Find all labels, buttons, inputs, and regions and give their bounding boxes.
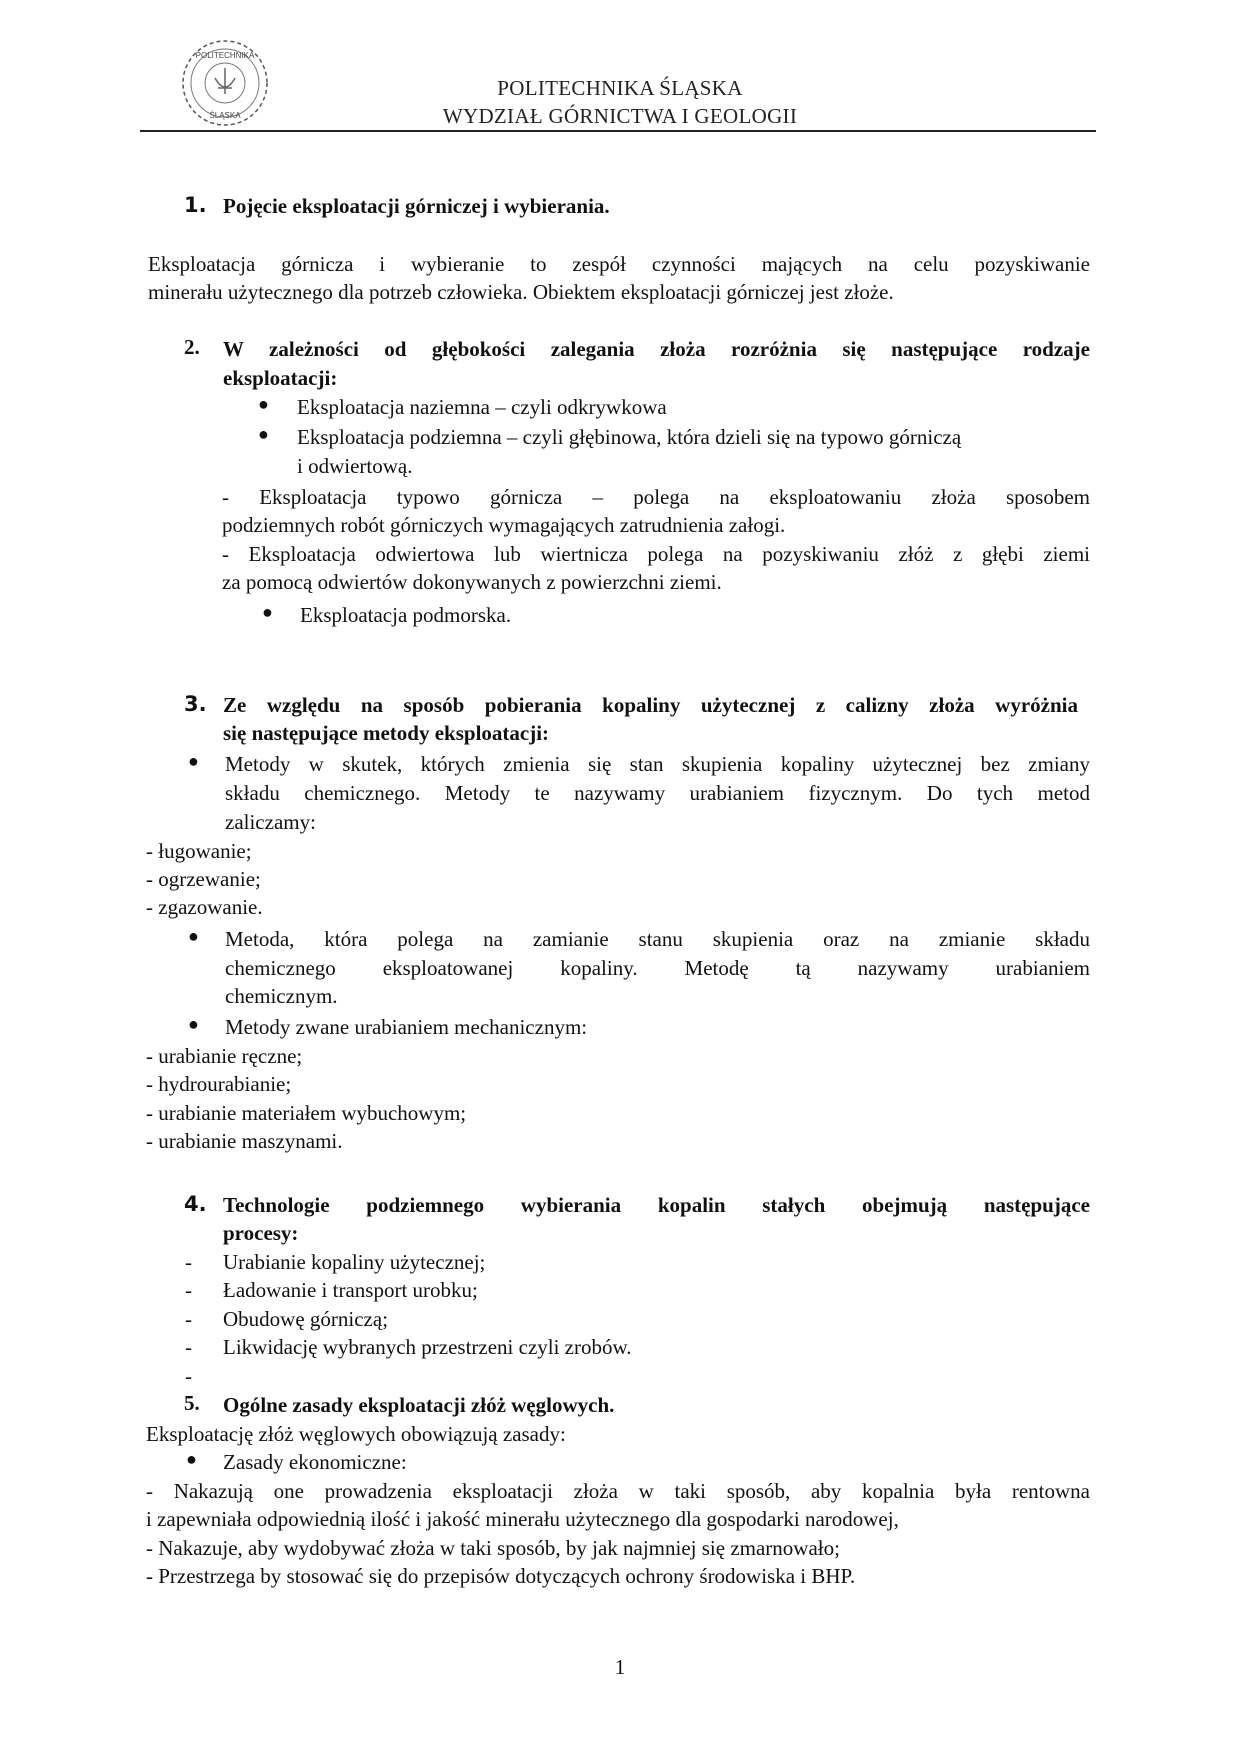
section-5-intro: Eksploatację złóż węglowych obowiązują zasady: <box>146 1422 566 1446</box>
principle-line: - Nakazuje, aby wydobywać złoża w taki sposób, by jak najmniej się zmarnowało; <box>146 1536 840 1560</box>
principle-line: - Nakazują one prowadzenia eksploatacji złoża w taki sposób, aby kopalnia była rentowna <box>146 1479 1090 1503</box>
principle-line: i zapewniała odpowiednią ilość i jakość minerału użytecznego dla gospodarki narodowej, <box>146 1507 899 1531</box>
definition-line: za pomocą odwiertów dokonywanych z powierzchni ziemi. <box>222 570 722 594</box>
list-item-line: Metoda, która polega na zamianie stanu skupienia oraz na zmianie składu <box>225 927 1090 951</box>
svg-text:POLITECHNIKA: POLITECHNIKA <box>195 51 255 60</box>
list-item-line: chemicznym. <box>225 984 338 1008</box>
dash-marker: - <box>185 1307 192 1331</box>
bullet-icon: ● <box>188 751 199 771</box>
section-1-text-line: minerału użytecznego dla potrzeb człowieka. Obiektem eksploatacji górniczej jest złoże. <box>148 280 894 304</box>
university-seal-logo <box>180 38 270 128</box>
section-3-title-line: się następujące metody eksploatacji: <box>223 721 550 745</box>
list-item: Eksploatacja podmorska. <box>300 603 512 627</box>
method-item: - ługowanie; <box>146 839 252 863</box>
list-item: Metody zwane urabianiem mechanicznym: <box>225 1015 588 1039</box>
list-item-continuation: i odwiertową. <box>297 454 413 478</box>
dash-marker: - <box>185 1250 192 1274</box>
definition-line: podziemnych robót górniczych wymagających zatrudnienia załogi. <box>222 513 786 537</box>
bullet-icon: ● <box>188 1014 199 1034</box>
process-item: Urabianie kopaliny użytecznej; <box>223 1250 486 1274</box>
process-item: Ładowanie i transport urobku; <box>223 1278 478 1302</box>
section-4-title-line: Technologie podziemnego wybierania kopalin stałych obejmują następujące <box>223 1193 1090 1217</box>
method-item: - urabianie materiałem wybuchowym; <box>146 1101 467 1125</box>
definition-line: - Eksploatacja odwiertowa lub wiertnicza polega na pozyskiwaniu złóż z głębi ziemi <box>222 542 1090 566</box>
bullet-icon: ● <box>186 1449 197 1469</box>
section-5-title: Ogólne zasady eksploatacji złóż węglowych. <box>223 1393 615 1417</box>
section-3-number: 3. <box>184 692 207 716</box>
method-item: - hydrourabianie; <box>146 1072 292 1096</box>
section-1-title: Pojęcie eksploatacji górniczej i wybierania. <box>223 194 610 218</box>
list-item-line: składu chemicznego. Metody te nazywamy urabianiem fizycznym. Do tych metod <box>225 781 1090 805</box>
dash-marker: - <box>185 1335 192 1359</box>
section-2-title-line: eksploatacji: <box>223 366 338 390</box>
bullet-icon: ● <box>258 394 269 414</box>
header-divider <box>140 130 1096 132</box>
section-1-number: 1. <box>184 193 207 217</box>
list-item-line: chemicznego eksploatowanej kopaliny. Metodę tą nazywamy urabianiem <box>225 956 1090 980</box>
method-item: - ogrzewanie; <box>146 867 261 891</box>
method-item: - urabianie maszynami. <box>146 1129 343 1153</box>
page-number: 1 <box>614 1655 626 1679</box>
method-item: - urabianie ręczne; <box>146 1044 303 1068</box>
list-item: Eksploatacja naziemna – czyli odkrywkowa <box>297 395 667 419</box>
list-item: Eksploatacja podziemna – czyli głębinowa, która dzieli się na typowo górniczą <box>297 425 962 449</box>
list-item-line: zaliczamy: <box>225 810 316 834</box>
dash-marker: - <box>185 1278 192 1302</box>
dash-marker: - <box>185 1364 192 1388</box>
list-item: Zasady ekonomiczne: <box>223 1450 407 1474</box>
list-item-line: Metody w skutek, których zmienia się stan skupienia kopaliny użytecznej bez zmiany <box>225 752 1090 776</box>
bullet-icon: ● <box>188 926 199 946</box>
section-2-number: 2. <box>184 335 200 359</box>
process-item: Obudowę górniczą; <box>223 1307 389 1331</box>
section-4-number: 4. <box>184 1192 207 1216</box>
header-faculty-name: WYDZIAŁ GÓRNICTWA I GEOLOGII <box>442 104 798 128</box>
bullet-icon: ● <box>258 424 269 444</box>
definition-line: - Eksploatacja typowo górnicza – polega na eksploatowaniu złoża sposobem <box>222 485 1090 509</box>
principle-line: - Przestrzega by stosować się do przepisów dotyczących ochrony środowiska i BHP. <box>146 1564 856 1588</box>
section-5-number: 5. <box>184 1391 200 1415</box>
process-item: Likwidację wybranych przestrzeni czyli zrobów. <box>223 1335 632 1359</box>
section-4-title-line: procesy: <box>223 1221 299 1245</box>
svg-text:ŚLĄSKA: ŚLĄSKA <box>209 111 241 120</box>
section-1-text-line: Eksploatacja górnicza i wybieranie to zespół czynności mających na celu pozyskiwanie <box>148 252 1090 276</box>
bullet-icon: ● <box>262 602 273 622</box>
section-2-title-line: W zależności od głębokości zalegania złoża rozróżnia się następujące rodzaje <box>223 337 1090 361</box>
header-university-name: POLITECHNIKA ŚLĄSKA <box>497 76 743 100</box>
method-item: - zgazowanie. <box>146 895 263 919</box>
section-3-title-line: Ze względu na sposób pobierania kopaliny użytecznej z calizny złoża wyróżnia <box>223 693 1078 717</box>
